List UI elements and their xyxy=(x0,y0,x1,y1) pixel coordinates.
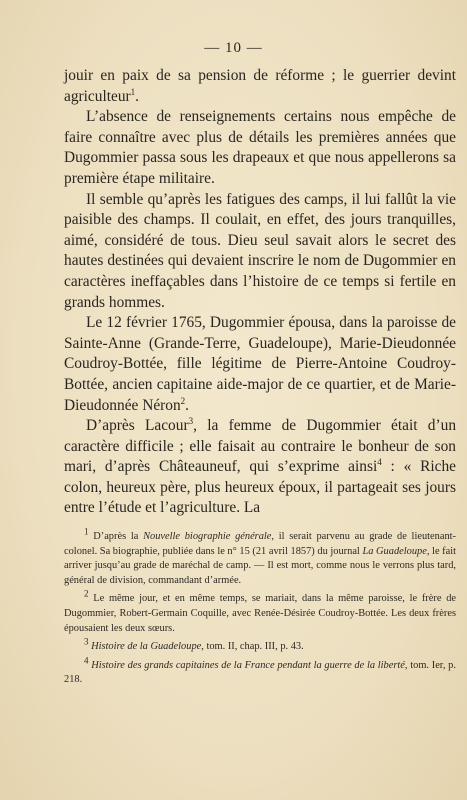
page-number: — 10 — xyxy=(204,40,263,56)
paragraph-1-end: . xyxy=(135,87,140,105)
footnote-4-number: 4 xyxy=(84,655,89,666)
footnote-3-text: , tom. II, chap. III, p. 43. xyxy=(201,641,304,653)
footnote-2-number: 2 xyxy=(84,588,89,599)
footnote-2 xyxy=(64,588,456,636)
paragraph-4-text: Le 12 février 1765, Dugommier épousa, dans la paroisse de Sainte-Anne (Grande-Terre, Guadeloupe), Marie-Dieudonnée Coudroy-Bottée, fille légitime de Pierre-Antoine Coudroy-Bottée, ancien capitaine aide-major de ce quartier, et de Marie-Dieudonnée Néron xyxy=(64,314,456,414)
paragraph-3: Il semble qu’après les fatigues des camps, il lui fallût la vie paisible des champs. Il coulait, en effet, des jours tranquilles, aimé, considéré de tous. Dieu seul savait alors le secret des hautes destinées qui devaient inscrire le nom de Dugommier en caractères ineffaçables dans l’histoire de ce temps si fertile en grands hommes. xyxy=(64,190,456,311)
paragraph-4 xyxy=(64,313,456,416)
footnote-ref-3: 3 xyxy=(188,415,194,426)
footnote-1-text-a: D’après la xyxy=(88,531,144,542)
footnote-1-text-c: , le fait arriver jusqu’au grade de maréchal de camp. — Il est mort, comme nous le verrons plus tard, général de division, commandant d’armée. xyxy=(64,545,457,586)
footnote-ref-1: 1 xyxy=(130,86,136,97)
paragraph-2: L’absence de renseignements certains nous empêche de faire connaître avec plus de détails les premières années que Dugommier passa sous les drapeaux et que nous appellerons sa première étape militaire. xyxy=(64,108,456,187)
paragraph-1 xyxy=(64,66,456,107)
footnote-1-number: 1 xyxy=(84,526,89,537)
main-text xyxy=(64,66,456,519)
paragraph-1-text: jouir en paix de sa pension de réforme ; le guerrier devint agriculteur xyxy=(64,67,456,105)
footnote-1-title-b: La Guadeloupe xyxy=(362,545,427,557)
footnote-4-title: Histoire des grands capitaines de la France pendant la guerre de la liberté xyxy=(91,659,405,671)
footnote-4 xyxy=(64,655,456,688)
footnote-1 xyxy=(64,526,457,588)
footnote-1-text-b: , il serait parvenu au grade de lieutenant-colonel. Sa biographie, publiée dans le n° 15 (21 avril 1857) du journal xyxy=(64,531,456,557)
paragraph-5-text-c: : « Riche colon, heureux père, plus heureux époux, il partageait ses jours entre l’étude et l’agriculture. La xyxy=(64,458,456,517)
footnote-3-number: 3 xyxy=(84,636,89,647)
footnote-ref-4: 4 xyxy=(377,457,382,468)
paragraph-4-end: . xyxy=(185,396,190,414)
paragraph-5-text-b: , la femme de Dugommier était d’un caractère difficile ; elle faisait au contraire le bonheur de son mari, d’après Châteauneuf, qui s’exprime ainsi xyxy=(64,417,457,476)
footnote-ref-2: 2 xyxy=(180,395,186,406)
footnote-3 xyxy=(64,636,456,655)
footnote-2-text: Le même jour, et en même temps, se mariait, dans la même paroisse, le frère de Dugommier, Robert-Germain Coquille, avec Renée-Désirée Coudroy-Bottée. Les deux frères épousaient les deux sœurs. xyxy=(64,593,456,634)
footnote-1-title-a: Nouvelle biographie générale xyxy=(143,531,272,542)
paragraph-5-text-a: D’après Lacour xyxy=(86,417,189,435)
paragraph-5 xyxy=(64,416,456,519)
footnotes xyxy=(64,526,457,692)
footnote-4-text: , tom. Ier, p. 218. xyxy=(64,659,456,686)
footnote-3-title: Histoire de la Guadeloupe xyxy=(91,641,202,653)
